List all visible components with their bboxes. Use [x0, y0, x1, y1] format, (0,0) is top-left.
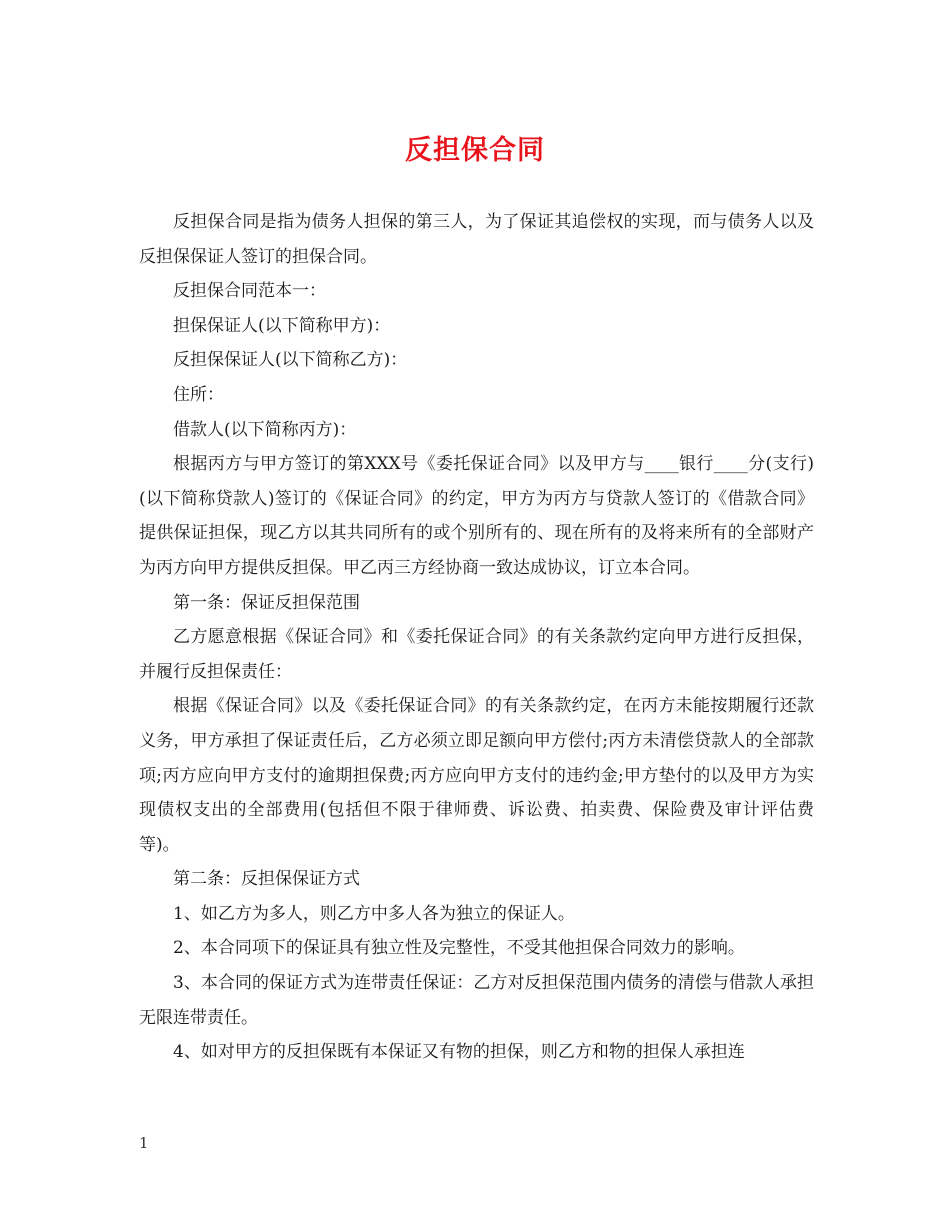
- paragraph-template-heading: 反担保合同范本一：: [173, 281, 326, 302]
- paragraph-article-2-item-1: 1、如乙方为多人，则乙方中多人各为独立的保证人。: [173, 903, 575, 924]
- paragraph-intro: 反担保合同是指为债务人担保的第三人，为了保证其追偿权的实现，而与债务人以及反担保保证人签订的担保合同。: [139, 212, 814, 267]
- paragraph-party-a: 担保保证人(以下简称甲方)：: [173, 315, 391, 336]
- paragraph-article-2-item-3: 3、本合同的保证方式为连带责任保证：乙方对反担保范围内债务的清偿与借款人承担无限连带责任。: [139, 973, 814, 1028]
- document-body: [139, 205, 814, 1070]
- paragraph-article-2-item-2: 2、本合同项下的保证具有独立性及完整性，不受其他担保合同效力的影响。: [173, 938, 745, 959]
- paragraph-address: 住所：: [173, 384, 224, 405]
- paragraph-article-1-body: 乙方愿意根据《保证合同》和《委托保证合同》的有关条款约定向甲方进行反担保，并履行反担保责任：: [139, 627, 814, 682]
- page-number: 1: [139, 1134, 149, 1152]
- paragraph-article-1-heading: 第一条：保证反担保范围: [173, 592, 360, 613]
- paragraph-article-2-heading: 第二条：反担保保证方式: [173, 869, 360, 890]
- paragraph-party-c: 借款人(以下简称丙方)：: [173, 419, 357, 440]
- paragraph-recital: 根据丙方与甲方签订的第XXX号《委托保证合同》以及甲方与____银行____分(支行)(以下简称贷款人)签订的《保证合同》的约定，甲方为丙方与贷款人签订的《借款合同》提供保证担保，现乙方以其共同所有的或个别所有的、现在所有的及将来所有的全部财产为丙方向甲方提供反担保。甲乙丙三方经协商一致达成协议，订立本合同。: [139, 454, 814, 578]
- paragraph-party-b: 反担保保证人(以下简称乙方)：: [173, 350, 408, 371]
- paragraph-article-1-detail: 根据《保证合同》以及《委托保证合同》的有关条款约定，在丙方未能按期履行还款义务，甲方承担了保证责任后，乙方必须立即足额向甲方偿付;丙方未清偿贷款人的全部款项;丙方应向甲方支付的逾期担保费;丙方应向甲方支付的违约金;甲方垫付的以及甲方为实现债权支出的全部费用(包括但不限于律师费、诉讼费、拍卖费、保险费及审计评估费等)。: [139, 696, 814, 855]
- document-title: 反担保合同: [405, 135, 545, 166]
- paragraph-article-2-item-4: 4、如对甲方的反担保既有本保证又有物的担保，则乙方和物的担保人承担连: [173, 1042, 745, 1063]
